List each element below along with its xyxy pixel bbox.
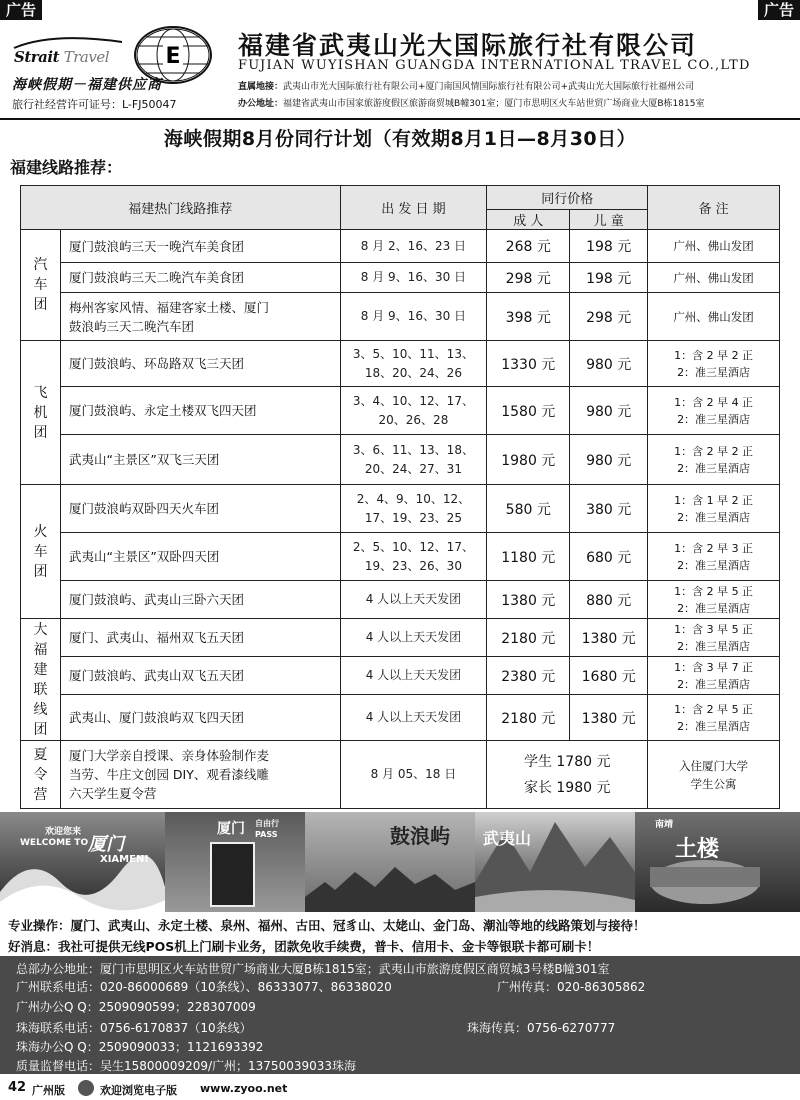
child-price: 198 元 <box>570 230 648 263</box>
adult-price: 268 元 <box>487 230 570 263</box>
page-number: 42 <box>8 1080 27 1095</box>
child-price: 198 元 <box>570 263 648 293</box>
route-date: 8 月 2、16、23 日 <box>340 230 487 263</box>
contact-panel <box>0 956 800 1074</box>
edition-label: 广州版 <box>32 1084 65 1097</box>
route-note <box>648 533 780 581</box>
date-line1: 2、5、10、12、17、 <box>352 539 474 554</box>
route-name-line2: 当劳、牛庄文创园 DIY、观看漆线雕 <box>68 767 269 782</box>
group-bus-label: 汽车团 <box>33 257 48 313</box>
date-line2: 18、20、24、26 <box>364 365 462 380</box>
adult-price: 1380 元 <box>487 581 570 619</box>
route-date: 4 人以上天天发团 <box>340 619 487 657</box>
website-link[interactable]: www.zyoo.net <box>200 1082 288 1095</box>
group-summer-camp <box>21 741 61 809</box>
office-address-label: 办公地址： <box>238 99 284 109</box>
section-subtitle: 福建线路推荐： <box>10 158 123 177</box>
office-address <box>238 96 704 109</box>
adult-price: 298 元 <box>487 263 570 293</box>
zhuhai-phone: 珠海联系电话：0756-6170837（10条线） <box>16 1021 252 1035</box>
route-name: 厦门鼓浪屿、永定土楼双飞四天团 <box>60 387 340 435</box>
table-row <box>21 741 780 809</box>
adult-price: 580 元 <box>487 485 570 533</box>
child-price: 380 元 <box>570 485 648 533</box>
table-row <box>21 485 780 533</box>
header-child: 儿 童 <box>570 210 648 230</box>
guangzhou-phone: 广州联系电话：020-86000689（10条线）、86333077、86338020 <box>16 980 392 994</box>
table-row <box>21 695 780 741</box>
route-date <box>340 485 487 533</box>
hq-address: 总部办公地址：厦门市思明区火车站世贸广场商业大厦B栋1815室；武夷山市旅游度假区商贸城3号楼B幢301室 <box>16 962 610 976</box>
route-note <box>648 435 780 485</box>
route-date: 4 人以上天天发团 <box>340 657 487 695</box>
note-line1: 1：含 1 早 2 正 <box>674 493 754 507</box>
note-line1: 1：含 2 早 2 正 <box>674 348 754 362</box>
group-bus <box>21 230 61 341</box>
note-line2: 2：准三星酒店 <box>677 558 751 572</box>
child-price: 980 元 <box>570 341 648 387</box>
table-row <box>21 341 780 387</box>
route-date: 4 人以上天天发团 <box>340 581 487 619</box>
route-name-line1: 厦门大学亲自授课、亲身体验制作麦 <box>68 748 269 763</box>
note-line2: 2：准三星酒店 <box>677 677 751 691</box>
logo-word-strait: Strait <box>14 48 60 66</box>
tulou-region: 南靖 <box>655 820 674 830</box>
route-note: 广州、佛山发团 <box>648 263 780 293</box>
route-name: 武夷山、厦门鼓浪屿双飞四天团 <box>60 695 340 741</box>
route-note: 广州、佛山发团 <box>648 230 780 263</box>
route-name: 武夷山“主景区”双卧四天团 <box>60 533 340 581</box>
table-row <box>21 581 780 619</box>
zhuhai-fax: 珠海传真：0756-6270777 <box>467 1021 616 1035</box>
note-line1: 1：含 2 早 5 正 <box>674 702 754 716</box>
note-line2: 2：准三星酒店 <box>677 412 751 426</box>
route-note <box>648 581 780 619</box>
child-price: 880 元 <box>570 581 648 619</box>
quality-hotline: 质量监督电话：吴生15800009209/广州；13750039033珠海 <box>16 1059 357 1073</box>
welcome-xiamen: 厦门 <box>88 834 124 855</box>
pass-label: PASS <box>255 830 278 839</box>
photo-banner <box>0 812 800 912</box>
camp-price <box>487 741 648 809</box>
note-line2: 2：准三星酒店 <box>677 639 751 653</box>
globe-emblem-icon <box>134 26 212 84</box>
pass-card <box>210 842 255 907</box>
route-date: 8 月 9、16、30 日 <box>340 293 487 341</box>
ad-label-left: 广告 <box>0 0 42 20</box>
child-price: 1380 元 <box>570 619 648 657</box>
page-title: 海峡假期8月份同行计划（有效期8月1日—8月30日） <box>163 128 637 150</box>
route-name-line3: 六天学生夏令营 <box>68 786 157 801</box>
route-date <box>340 435 487 485</box>
route-note <box>648 619 780 657</box>
group-plane <box>21 341 61 485</box>
child-price: 980 元 <box>570 387 648 435</box>
date-line2: 20、26、28 <box>378 412 449 427</box>
pass-free-travel: 自由行 <box>255 819 279 828</box>
route-date: 4 人以上天天发团 <box>340 695 487 741</box>
header-route: 福建热门线路推荐 <box>21 186 341 230</box>
license-number: 旅行社经营许可证号：L-FJ50047 <box>12 98 177 111</box>
child-price: 980 元 <box>570 435 648 485</box>
photo-xiamen-welcome <box>0 812 165 912</box>
logo-english <box>14 48 109 66</box>
note-line2: 学生公寓 <box>690 776 737 791</box>
route-note: 广州、佛山发团 <box>648 293 780 341</box>
photo-xiamen-pass <box>165 812 305 912</box>
route-name-line1: 梅州客家风情、福建客家土楼、厦门 <box>68 299 269 315</box>
route-date <box>340 533 487 581</box>
pass-city: 厦门 <box>217 821 245 837</box>
group-summer-camp-label: 夏令营 <box>33 746 48 803</box>
guangzhou-fax: 广州传真：020-86305862 <box>497 980 646 994</box>
header-price: 同行价格 <box>487 186 648 210</box>
date-line1: 3、4、10、12、17、 <box>352 393 474 408</box>
route-date <box>340 387 487 435</box>
date-line1: 3、5、10、11、13、 <box>352 346 474 361</box>
zhuhai-qq: 珠海办公Q Q：2509090033；1121693392 <box>16 1040 264 1054</box>
welcome-e-edition: 欢迎浏览电子版 <box>100 1084 177 1097</box>
note-line1: 入住厦门大学 <box>679 758 749 773</box>
adult-price: 1580 元 <box>487 387 570 435</box>
local-agencies <box>238 79 694 92</box>
table-row <box>21 293 780 341</box>
company-name-en: FUJIAN WUYISHAN GUANGDA INTERNATIONAL TRAVEL CO.,LTD <box>238 58 751 73</box>
note-line1: 1：含 2 早 4 正 <box>674 395 754 409</box>
local-agencies-label: 直属地接： <box>238 82 284 92</box>
route-name: 厦门鼓浪屿双卧四天火车团 <box>60 485 340 533</box>
emblem-letter: E <box>165 44 181 69</box>
child-price: 1680 元 <box>570 657 648 695</box>
date-line2: 19、23、26、30 <box>364 558 462 573</box>
welcome-en: WELCOME TO <box>20 838 89 848</box>
welcome-cn: 欢迎您来 <box>45 827 82 837</box>
student-price: 学生 1780 元 <box>523 753 611 770</box>
photo-gulangyu <box>305 812 475 912</box>
route-name <box>60 293 340 341</box>
route-name: 武夷山“主景区”双飞三天团 <box>60 435 340 485</box>
route-note <box>648 695 780 741</box>
header-divider <box>0 118 800 120</box>
table-row <box>21 657 780 695</box>
date-line1: 3、6、11、13、18、 <box>352 442 474 457</box>
page-footer <box>0 1076 800 1100</box>
table-row <box>21 435 780 485</box>
globe-icon <box>78 1080 94 1096</box>
adult-price: 1330 元 <box>487 341 570 387</box>
header-adult: 成 人 <box>487 210 570 230</box>
adult-price: 2180 元 <box>487 619 570 657</box>
group-train <box>21 485 61 619</box>
route-name <box>60 741 340 809</box>
note-line1: 1：含 3 早 7 正 <box>674 660 754 674</box>
table-row <box>21 263 780 293</box>
tulou-title: 土楼 <box>675 837 720 862</box>
parent-price: 家长 1980 元 <box>523 779 611 796</box>
route-name: 厦门鼓浪屿、武夷山三卧六天团 <box>60 581 340 619</box>
route-name: 厦门鼓浪屿三天二晚汽车美食团 <box>60 263 340 293</box>
gulangyu-title: 鼓浪屿 <box>390 824 450 848</box>
header-date: 出 发 日 期 <box>340 186 487 230</box>
route-note <box>648 741 780 809</box>
strait-travel-logo <box>12 34 127 76</box>
welcome-xiamen-en: XIAMEN! <box>100 854 149 865</box>
note-line1: 1：含 2 早 5 正 <box>674 584 754 598</box>
company-logo <box>12 26 217 96</box>
note-line2: 2：准三星酒店 <box>677 461 751 475</box>
table-row <box>21 619 780 657</box>
adult-price: 2380 元 <box>487 657 570 695</box>
child-price: 680 元 <box>570 533 648 581</box>
group-fujian-combo-label: 大福建联线团 <box>33 621 48 738</box>
route-name: 厦门鼓浪屿、武夷山双飞五天团 <box>60 657 340 695</box>
logo-word-travel: Travel <box>63 48 110 66</box>
group-fujian-combo <box>21 619 61 741</box>
guangzhou-qq: 广州办公Q Q：2509090599；228307009 <box>16 1000 256 1014</box>
note-line2: 2：准三星酒店 <box>677 719 751 733</box>
local-agencies-text: 武夷山市光大国际旅行社有限公司+厦门南国风情国际旅行社有限公司+武夷山光大国际旅行社福州公司 <box>283 82 695 92</box>
date-line1: 2、4、9、10、12、 <box>356 491 471 506</box>
table-header-row <box>21 186 780 210</box>
logo-chinese-slogan: 海峡假期－福建供应商 <box>12 77 162 93</box>
group-train-label: 火车团 <box>33 523 48 580</box>
date-line2: 20、24、27、31 <box>364 461 462 476</box>
table-row <box>21 387 780 435</box>
route-name: 厦门鼓浪屿三天一晚汽车美食团 <box>60 230 340 263</box>
adult-price: 398 元 <box>487 293 570 341</box>
adult-price: 1980 元 <box>487 435 570 485</box>
note-line2: 2：准三星酒店 <box>677 510 751 524</box>
adult-price: 2180 元 <box>487 695 570 741</box>
route-name-line2: 鼓浪屿三天二晚汽车团 <box>68 318 194 334</box>
route-date: 8 月 9、16、30 日 <box>340 263 487 293</box>
adult-price: 1180 元 <box>487 533 570 581</box>
route-note <box>648 387 780 435</box>
note-line1: 1：含 2 早 2 正 <box>674 444 754 458</box>
route-name: 厦门鼓浪屿、环岛路双飞三天团 <box>60 341 340 387</box>
photo-tulou <box>635 812 800 912</box>
note-line1: 1：含 2 早 3 正 <box>674 541 754 555</box>
table-row <box>21 230 780 263</box>
professional-operations: 专业操作：厦门、武夷山、永定土楼、泉州、福州、古田、冠豸山、太姥山、金门岛、潮汕等地的线路策划与接待！ <box>8 918 646 933</box>
ad-label-right: 广告 <box>758 0 800 20</box>
table-row <box>21 533 780 581</box>
group-plane-label: 飞机团 <box>33 384 48 441</box>
globe-lines-icon <box>136 28 212 84</box>
route-note <box>648 341 780 387</box>
note-line1: 1：含 3 早 5 正 <box>674 622 754 636</box>
child-price: 298 元 <box>570 293 648 341</box>
company-name-cn: 福建省武夷山光大国际旅行社有限公司 <box>238 31 698 60</box>
route-note <box>648 657 780 695</box>
child-price: 1380 元 <box>570 695 648 741</box>
route-note <box>648 485 780 533</box>
header-note: 备 注 <box>648 186 780 230</box>
note-line2: 2：准三星酒店 <box>677 601 751 615</box>
photo-wuyishan <box>475 812 635 912</box>
route-table <box>20 185 780 809</box>
route-name: 厦门、武夷山、福州双飞五天团 <box>60 619 340 657</box>
date-line2: 17、19、23、25 <box>364 510 462 525</box>
good-news-pos: 好消息：我社可提供无线POS机上门刷卡业务，团款免收手续费，普卡、信用卡、金卡等银联卡都可刷卡！ <box>8 939 600 954</box>
wuyishan-title: 武夷山 <box>483 829 532 848</box>
route-date: 8 月 05、18 日 <box>340 741 487 809</box>
note-line2: 2：准三星酒店 <box>677 365 751 379</box>
route-date <box>340 341 487 387</box>
office-address-text: 福建省武夷山市国家旅游度假区旅游商贸城B幢301室；厦门市思明区火车站世贸广场商业大厦B栋1815室 <box>283 99 705 109</box>
